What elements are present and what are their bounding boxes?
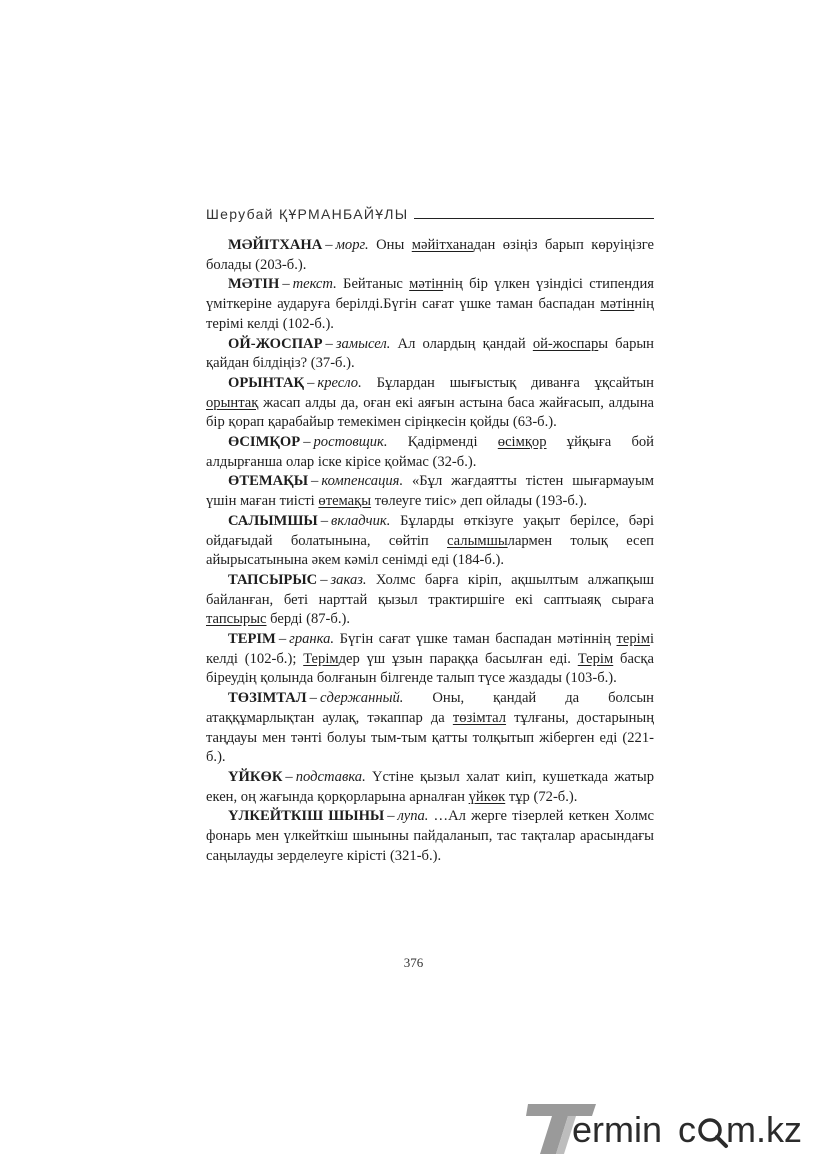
page-number: 376 (403, 955, 424, 970)
entry-example-text: лармен толық есеп айырысатынына әкем кәміл сенімді еді (184-б.). (206, 532, 654, 569)
glossary-entry (206, 630, 654, 689)
entry-dash: – (325, 335, 333, 352)
glossary-entry (206, 768, 654, 807)
glossary-entry (206, 275, 654, 334)
entry-term: МӘТІН (228, 276, 280, 293)
glossary-entry (206, 807, 654, 866)
entry-example-term: өсімқор (497, 434, 547, 451)
entry-example-text: Бұларды өткізуге уақыт берілсе, бәрі ойдағыдай болатынына, сөйтіп (206, 512, 654, 549)
glossary-entry (206, 335, 654, 374)
entry-dash: – (325, 237, 333, 253)
entry-russian-equivalent: лупа. (397, 808, 429, 825)
entry-term: САЛЫМШЫ (228, 512, 318, 529)
entry-example-term: төзімтал (452, 709, 507, 726)
entry-example-text: Бейтаныс (336, 276, 410, 293)
glossary-entry (206, 512, 654, 571)
entry-example-term: өтемақы (318, 493, 372, 510)
entry-example-text: Бұлардан шығыстық диванға ұқсайтын (361, 374, 654, 391)
entry-dash: – (311, 473, 319, 490)
entry-example-text: берді (87-б.). (266, 611, 351, 628)
entry-dash: – (307, 374, 315, 391)
entry-dash: – (303, 434, 311, 451)
author-name: Шерубай ҚҰРМАНБАЙҰЛЫ (206, 206, 409, 222)
entry-dash: – (387, 808, 395, 825)
entry-example-term: ой-жоспар (532, 335, 599, 352)
entry-russian-equivalent: подставка. (295, 768, 366, 785)
svg-text:m.kz: m.kz (726, 1109, 802, 1150)
entry-example-text: нің бір үлкен үзіндісі стипендия үміткеріне аударуға берілді.Бүгін сағат үшке таман баспадан (206, 276, 654, 313)
entry-example-term: орынтақ (206, 394, 259, 411)
entry-term: ӨСІМҚОР (228, 434, 301, 451)
entry-dash: – (282, 276, 290, 293)
entry-example-text: басқа біреудің қолында болғанын білгенде талып түсе жаздады (103-б.). (206, 650, 654, 687)
entry-example-text: дер үш ұзын параққа басылған еді. (338, 650, 578, 667)
entry-term: ӨТЕМАҚЫ (228, 473, 309, 490)
entry-example-text: ұйқыға бой алдырғанша олар іске кірісе қоймас (32-б.). (206, 434, 654, 470)
entry-example-text: ы барын қайдан білдіңіз? (37-б.). (206, 335, 654, 372)
entry-example-text: і келді (102-б.); (206, 631, 654, 667)
entry-russian-equivalent: кресло. (317, 374, 362, 391)
entry-example-term: үйкөк (468, 788, 506, 805)
entry-russian-equivalent: замысел. (335, 335, 391, 352)
entry-example-text: Қадірменді (387, 434, 498, 451)
entry-example-text: тұлғаны, достарының таңдауы мен тәнті болуы тым-тым қатты толқытып жіберген еді (221-б.). (206, 709, 655, 766)
termincom-logo-icon (526, 1096, 826, 1156)
glossary-entry (206, 571, 654, 630)
entry-term: ҮЛКЕЙТКІШ ШЫНЫ (228, 808, 385, 825)
glossary-entry (206, 433, 654, 472)
entry-dash: – (285, 768, 293, 785)
entry-term: ТАПСЫРЫС (228, 571, 318, 588)
entry-term: ОЙ-ЖОСПАР (228, 335, 323, 352)
entry-russian-equivalent: морг. (335, 237, 369, 253)
entry-example-term: тапсырыс (206, 611, 267, 628)
entry-example-text: Ал олардың қандай (390, 335, 533, 352)
entry-example-term: Терім (303, 650, 339, 667)
entry-example-text: «Бұл жағдаятты тістен шығармауым үшін маған тиісті (206, 473, 654, 510)
entry-russian-equivalent: сдержанный. (319, 690, 404, 707)
svg-text:ermin: ermin (572, 1109, 663, 1150)
header-rule (414, 218, 654, 219)
entry-term: ТЕРІМ (228, 631, 276, 648)
entry-example-term: мәтін (409, 276, 444, 293)
entry-russian-equivalent: вкладчик. (330, 512, 391, 529)
termincom-logo[interactable] (526, 1096, 826, 1156)
entry-example-text: жасап алды да, оған екі аяғын астына баса жайғасып, алдына бір қорап қарабайыр темекімен сіріңкесін қойды (63-б.). (206, 394, 654, 431)
svg-text:c: c (678, 1109, 696, 1150)
entry-dash: – (320, 571, 328, 588)
entry-example-text: нің терімі келді (102-б.). (206, 296, 654, 332)
entry-russian-equivalent: ростовщик. (313, 434, 388, 451)
entry-example-text: Оны, қандай да болсын атаққұмарлықтан аулақ, тәкаппар да (206, 690, 654, 726)
entry-russian-equivalent: текст. (292, 276, 337, 293)
entry-example-term: терім (616, 631, 650, 648)
entry-example-text: тұр (72-б.). (505, 788, 578, 805)
entry-russian-equivalent: компенсация. (321, 473, 404, 490)
entry-example-term: мәтін (600, 296, 635, 313)
entry-dash: – (320, 512, 328, 529)
entry-dash: – (309, 690, 317, 707)
entry-example-text: Холмс барға кіріп, ақшылтым алжапқыш байланған, беті нарттай қызыл трактиршіге екі саптыаяқ сыраға (206, 571, 654, 608)
entry-example-text: Үстіне қызыл халат киіп, кушеткада жатыр екен, оң жағында қорқорларына арналған (206, 768, 654, 805)
glossary-entry (206, 374, 654, 433)
entry-term: ҮЙКӨК (228, 768, 283, 785)
entry-example-text: Бүгін сағат үшке таман баспадан мәтіннің (334, 631, 617, 648)
entry-example-text: төлеуге тиіс» деп ойлады (193-б.). (371, 493, 587, 510)
entry-term: ТӨЗІМТАЛ (228, 690, 307, 707)
glossary-entry (206, 689, 654, 768)
entry-example-text: дан өзіңіз барып көруіңізге болады (203-б.). (206, 237, 654, 273)
entry-russian-equivalent: гранка. (289, 631, 335, 648)
glossary-entries (206, 236, 654, 867)
entry-term: МӘЙІТХАНА (228, 237, 323, 253)
entry-russian-equivalent: заказ. (330, 571, 367, 588)
running-head (206, 206, 654, 222)
entry-example-term: мәйітхана (411, 237, 474, 253)
entry-example-term: Терім (577, 650, 614, 667)
entry-term: ОРЫНТАҚ (228, 374, 305, 391)
entry-example-text: Оны (368, 237, 412, 253)
entry-example-text: …Ал жерге тізерлей кеткен Холмс фонарь мен үлкейткіш шыныны пайдаланып, тас тақталар арасындағы саңылауды зерделеуге кірісті (321-б.). (206, 808, 654, 864)
glossary-entry (206, 236, 654, 275)
entry-example-term: салымшы (447, 532, 508, 549)
entry-dash: – (278, 631, 287, 648)
glossary-entry (206, 472, 654, 511)
